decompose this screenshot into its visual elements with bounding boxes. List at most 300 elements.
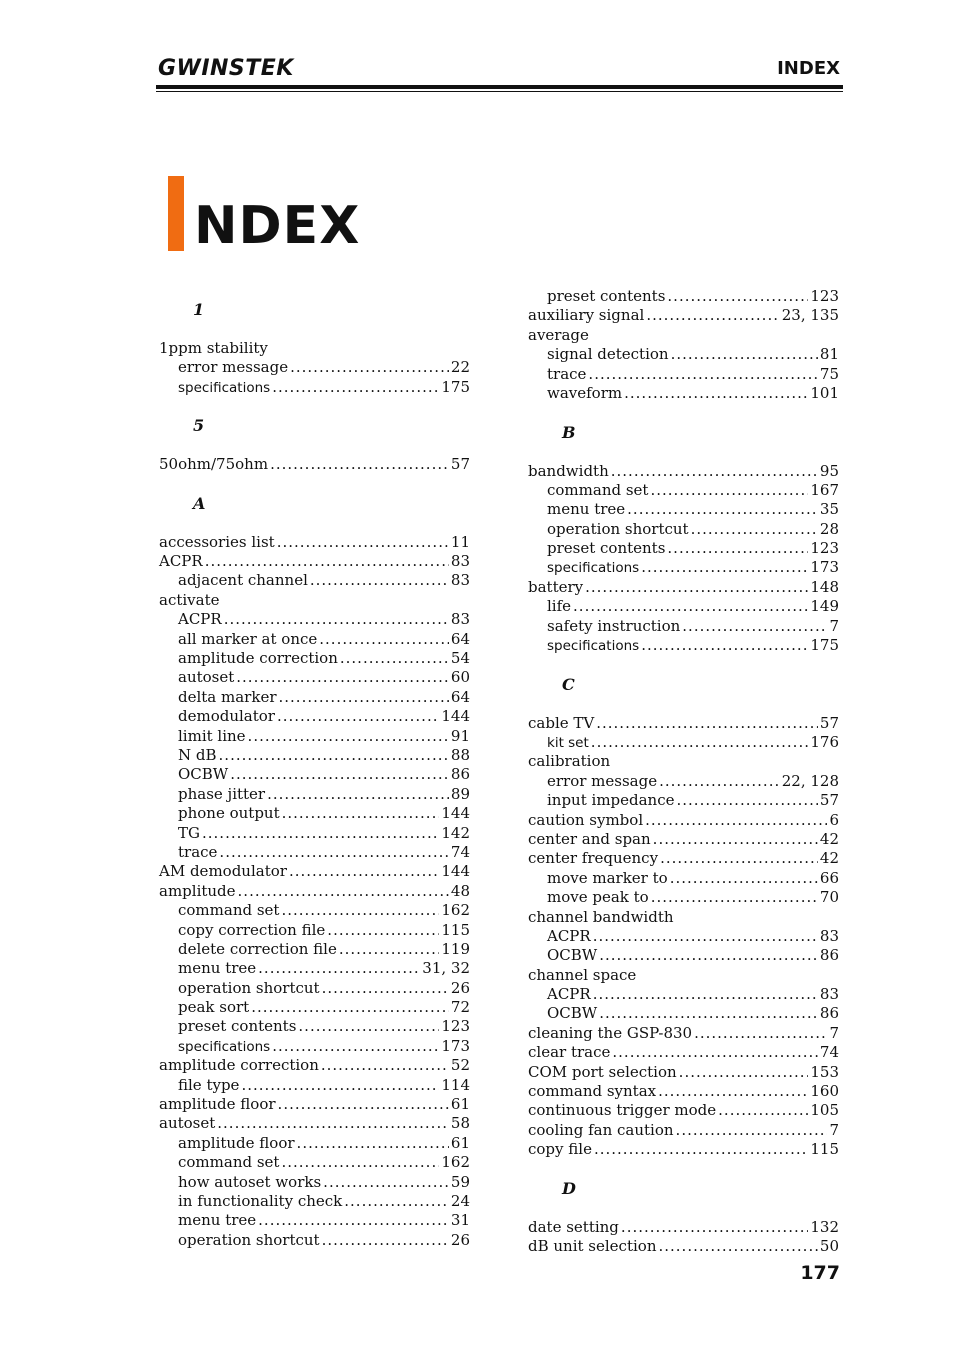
entry-label: how autoset works (178, 1172, 322, 1191)
entry-label: preset contents (547, 539, 666, 558)
leader-dots (667, 539, 808, 558)
entry-label: 1ppm stability (159, 338, 268, 357)
index-entry (528, 462, 839, 481)
index-subentry (528, 481, 839, 500)
entry-page-ref: 31, 32 (422, 959, 470, 978)
index-entry (528, 966, 839, 985)
index-subentry (159, 1153, 470, 1172)
entry-label: life (547, 597, 572, 616)
entry-label: OCBW (178, 765, 229, 784)
entry-page-ref: 7 (829, 1023, 839, 1042)
leader-dots (298, 1017, 439, 1036)
leader-dots (322, 1231, 449, 1250)
entry-label: in functionality check (178, 1191, 343, 1210)
entry-page-ref: 81 (819, 345, 839, 364)
entry-label: error message (178, 358, 289, 377)
leader-dots (310, 571, 449, 590)
header-rule (156, 85, 843, 89)
index-entry (528, 1082, 839, 1101)
entry-page-ref: 28 (819, 519, 839, 538)
entry-label: safety instruction (547, 616, 681, 635)
entry-page-ref: 52 (450, 1056, 470, 1075)
entry-page-ref: 149 (810, 597, 839, 616)
leader-dots (653, 830, 818, 849)
entry-page-ref: 89 (450, 784, 470, 803)
spacer (528, 1160, 839, 1179)
entry-page-ref: 64 (450, 687, 470, 706)
leader-dots (599, 946, 818, 965)
entry-label: continuous trigger mode (528, 1101, 717, 1120)
entry-page-ref: 61 (450, 1095, 470, 1114)
index-entry (528, 1043, 839, 1062)
entry-label: menu tree (178, 959, 257, 978)
entry-label: channel bandwidth (528, 907, 674, 926)
page-title: NDEX (194, 196, 361, 256)
entry-page-ref: 144 (441, 804, 470, 823)
entry-page-ref: 144 (441, 707, 470, 726)
leader-dots (677, 791, 818, 810)
leader-dots (344, 1192, 449, 1211)
leader-dots (645, 811, 827, 830)
entry-label: phase jitter (178, 784, 266, 803)
entry-label: command syntax (528, 1082, 657, 1101)
entry-page-ref: 23, 135 (781, 306, 839, 325)
index-subentry (159, 1076, 470, 1095)
entry-label: OCBW (547, 946, 598, 965)
index-subentry (528, 927, 839, 946)
entry-label: peak sort (178, 998, 250, 1017)
index-subentry (159, 959, 470, 978)
leader-dots (251, 998, 449, 1017)
index-entry (528, 908, 839, 927)
index-subentry (528, 539, 839, 558)
entry-label: command set (178, 901, 280, 920)
leader-dots (281, 1153, 439, 1172)
leader-dots (281, 901, 439, 920)
index-subentry (159, 610, 470, 629)
entry-page-ref: 6 (829, 810, 839, 829)
leader-dots (593, 985, 818, 1004)
index-subentry (528, 558, 839, 577)
header-rule-thin (156, 91, 843, 92)
leader-dots (236, 668, 449, 687)
index-entry (528, 1121, 839, 1140)
leader-dots (679, 1063, 809, 1082)
leader-dots (277, 533, 449, 552)
entry-page-ref: 123 (441, 1017, 470, 1036)
entry-label: file type (178, 1075, 240, 1094)
index-subentry (528, 772, 839, 791)
entry-page-ref: 86 (450, 765, 470, 784)
spacer (528, 403, 839, 422)
leader-dots (319, 630, 449, 649)
entry-page-ref: 7 (829, 616, 839, 635)
index-subentry (159, 688, 470, 707)
entry-label: command set (547, 480, 649, 499)
leader-dots (219, 843, 448, 862)
index-letter-heading: C (562, 674, 575, 694)
leader-dots (682, 617, 827, 636)
index-subentry (528, 365, 839, 384)
leader-dots (660, 849, 818, 868)
leader-dots (624, 384, 808, 403)
entry-label: amplitude correction (178, 649, 338, 668)
entry-label: autoset (159, 1114, 216, 1133)
entry-page-ref: 101 (810, 383, 839, 402)
leader-dots (290, 358, 449, 377)
entry-label: TG (178, 823, 200, 842)
index-subentry (159, 1211, 470, 1230)
page-number: 177 (800, 1262, 840, 1284)
spacer (528, 694, 839, 713)
leader-dots (278, 1095, 449, 1114)
leader-dots (217, 1114, 449, 1133)
entry-label: specifications (178, 1038, 271, 1055)
index-subentry (528, 869, 839, 888)
index-subentry (528, 733, 839, 752)
index-entry (528, 830, 839, 849)
entry-label: cleaning the GSP-830 (528, 1023, 693, 1042)
entry-label: preset contents (178, 1017, 297, 1036)
entry-page-ref: 61 (450, 1133, 470, 1152)
entry-label: cable TV (528, 713, 595, 732)
entry-label: ACPR (547, 985, 591, 1004)
index-entry (528, 1024, 839, 1043)
entry-page-ref: 83 (819, 926, 839, 945)
entry-page-ref: 115 (810, 1140, 839, 1159)
entry-page-ref: 74 (450, 842, 470, 861)
leader-dots (258, 959, 420, 978)
entry-label: OCBW (547, 1004, 598, 1023)
index-letter-heading: A (193, 493, 206, 513)
index-entry (159, 882, 470, 901)
index-subentry (528, 597, 839, 616)
index-subentry (528, 617, 839, 636)
entry-page-ref: 162 (441, 1153, 470, 1172)
leader-dots (599, 1004, 818, 1023)
entry-page-ref: 119 (441, 939, 470, 958)
entry-label: ACPR (178, 610, 222, 629)
index-entry (528, 1101, 839, 1120)
entry-page-ref: 42 (819, 829, 839, 848)
index-entry (159, 455, 470, 474)
entry-label: cooling fan caution (528, 1120, 674, 1139)
leader-dots (591, 733, 809, 752)
entry-label: phone output (178, 804, 280, 823)
leader-dots (658, 1237, 817, 1256)
index-letter-heading: 5 (193, 416, 205, 436)
entry-label: bandwidth (528, 461, 609, 480)
leader-dots (585, 578, 808, 597)
leader-dots (594, 1140, 808, 1159)
leader-dots (641, 558, 808, 577)
entry-label: kit set (547, 734, 589, 751)
index-subentry (528, 946, 839, 965)
index-entry (159, 1095, 470, 1114)
entry-page-ref: 173 (441, 1036, 470, 1055)
index-entry (159, 533, 470, 552)
entry-label: demodulator (178, 707, 275, 726)
entry-label: operation shortcut (178, 1230, 320, 1249)
entry-page-ref: 57 (819, 713, 839, 732)
leader-dots (270, 455, 449, 474)
index-entry (528, 306, 839, 325)
index-subentry (528, 636, 839, 655)
brand-logo: GWINSTEK (158, 56, 294, 81)
entry-label: trace (547, 364, 587, 383)
leader-dots (588, 365, 817, 384)
entry-label: center frequency (528, 849, 659, 868)
entry-label: operation shortcut (547, 519, 689, 538)
entry-label: activate (159, 590, 220, 609)
entry-label: all marker at once (178, 629, 318, 648)
spacer (528, 655, 839, 674)
entry-label: trace (178, 842, 218, 861)
leader-dots (593, 927, 818, 946)
index-column-right (528, 287, 839, 1257)
entry-label: copy file (528, 1140, 592, 1159)
leader-dots (339, 940, 440, 959)
entry-page-ref: 91 (450, 726, 470, 745)
index-entry (159, 1114, 470, 1133)
entry-label: ACPR (159, 552, 203, 571)
entry-page-ref: 83 (450, 571, 470, 590)
index-subentry (159, 785, 470, 804)
entry-label: amplitude floor (178, 1133, 295, 1152)
leader-dots (248, 727, 449, 746)
entry-label: amplitude correction (159, 1056, 319, 1075)
entry-page-ref: 26 (450, 1230, 470, 1249)
entry-page-ref: 123 (810, 287, 839, 305)
entry-page-ref: 142 (441, 823, 470, 842)
entry-label: N dB (178, 745, 217, 764)
leader-dots (327, 921, 439, 940)
entry-page-ref: 115 (441, 920, 470, 939)
entry-page-ref: 54 (450, 649, 470, 668)
entry-label: operation shortcut (178, 978, 320, 997)
index-subentry (159, 1017, 470, 1036)
entry-page-ref: 59 (450, 1172, 470, 1191)
leader-dots (241, 1076, 439, 1095)
entry-label: input impedance (547, 791, 675, 810)
entry-label: channel space (528, 965, 637, 984)
leader-dots (658, 1082, 808, 1101)
spacer (159, 436, 470, 455)
entry-label: preset contents (547, 287, 666, 305)
leader-dots (323, 1173, 449, 1192)
entry-page-ref: 57 (819, 791, 839, 810)
index-entry (528, 1218, 839, 1237)
entry-page-ref: 86 (819, 946, 839, 965)
index-entry (528, 578, 839, 597)
entry-label: auxiliary signal (528, 306, 645, 325)
leader-dots (279, 688, 449, 707)
entry-label: specifications (547, 638, 640, 655)
entry-label: command set (178, 1153, 280, 1172)
section-title: INDEX (777, 58, 840, 79)
entry-page-ref: 74 (819, 1043, 839, 1062)
index-column-left (159, 300, 470, 1250)
index-subentry (159, 921, 470, 940)
leader-dots (694, 1024, 827, 1043)
spacer (528, 1198, 839, 1217)
index-subentry (528, 985, 839, 1004)
leader-dots (272, 1037, 439, 1056)
index-entry (528, 1237, 839, 1256)
entry-page-ref: 173 (810, 558, 839, 577)
leader-dots (340, 649, 449, 668)
leader-dots (659, 772, 780, 791)
index-subentry (528, 345, 839, 364)
entry-page-ref: 83 (450, 610, 470, 629)
leader-dots (258, 1211, 449, 1230)
index-subentry (159, 378, 470, 397)
spacer (159, 475, 470, 494)
entry-label: ACPR (547, 926, 591, 945)
index-letter-heading: B (562, 422, 576, 442)
entry-page-ref: 175 (810, 636, 839, 655)
leader-dots (289, 862, 439, 881)
entry-page-ref: 72 (450, 998, 470, 1017)
spacer (528, 442, 839, 461)
leader-dots (202, 824, 439, 843)
entry-label: move peak to (547, 888, 649, 907)
leader-dots (219, 746, 449, 765)
leader-dots (611, 462, 818, 481)
index-subentry (528, 520, 839, 539)
leader-dots (322, 979, 449, 998)
index-entry (159, 862, 470, 881)
entry-page-ref: 88 (450, 745, 470, 764)
leader-dots (230, 765, 449, 784)
leader-dots (650, 481, 808, 500)
entry-page-ref: 64 (450, 629, 470, 648)
index-entry (159, 552, 470, 571)
index-entry (528, 849, 839, 868)
index-subentry (159, 1192, 470, 1211)
index-subentry (528, 500, 839, 519)
leader-dots (671, 345, 818, 364)
entry-page-ref: 144 (441, 862, 470, 881)
leader-dots (321, 1056, 449, 1075)
entry-label: amplitude floor (159, 1095, 276, 1114)
entry-label: move marker to (547, 868, 668, 887)
entry-label: signal detection (547, 345, 669, 364)
entry-label: specifications (547, 560, 640, 577)
entry-page-ref: 22, 128 (781, 771, 839, 790)
entry-page-ref: 22 (450, 358, 470, 377)
index-entry (159, 591, 470, 610)
index-subentry (159, 649, 470, 668)
index-subentry (159, 358, 470, 377)
entry-label: clear trace (528, 1043, 611, 1062)
entry-page-ref: 132 (810, 1217, 839, 1236)
entry-page-ref: 35 (819, 500, 839, 519)
entry-page-ref: 153 (810, 1062, 839, 1081)
index-entry (528, 714, 839, 733)
leader-dots (267, 785, 449, 804)
leader-dots (297, 1134, 449, 1153)
index-letter-heading: D (562, 1178, 576, 1198)
index-subentry (528, 384, 839, 403)
index-subentry (159, 901, 470, 920)
index-subentry (159, 998, 470, 1017)
index-subentry (159, 804, 470, 823)
entry-label: average (528, 325, 589, 344)
entry-page-ref: 83 (819, 985, 839, 1004)
entry-label: 50ohm/75ohm (159, 455, 269, 474)
spacer (159, 397, 470, 416)
spacer (159, 319, 470, 338)
entry-page-ref: 160 (810, 1082, 839, 1101)
entry-page-ref: 70 (819, 888, 839, 907)
index-subentry (159, 824, 470, 843)
entry-page-ref: 95 (819, 461, 839, 480)
index-subentry (159, 765, 470, 784)
entry-label: caution symbol (528, 810, 644, 829)
entry-label: accessories list (159, 532, 275, 551)
leader-dots (627, 500, 818, 519)
index-entry (528, 1063, 839, 1082)
leader-dots (621, 1218, 808, 1237)
entry-page-ref: 31 (450, 1211, 470, 1230)
index-subentry (528, 1004, 839, 1023)
entry-page-ref: 57 (450, 455, 470, 474)
leader-dots (646, 306, 779, 325)
index-subentry (159, 940, 470, 959)
leader-dots (224, 610, 449, 629)
index-subentry (159, 979, 470, 998)
leader-dots (651, 888, 818, 907)
entry-page-ref: 83 (450, 552, 470, 571)
leader-dots (718, 1101, 808, 1120)
entry-page-ref: 11 (450, 532, 470, 551)
leader-dots (238, 882, 449, 901)
leader-dots (612, 1043, 818, 1062)
leader-dots (282, 804, 440, 823)
entry-label: menu tree (547, 500, 626, 519)
entry-label: autoset (178, 668, 235, 687)
leader-dots (667, 287, 808, 306)
leader-dots (691, 520, 818, 539)
index-letter-heading: 1 (193, 300, 205, 319)
entry-page-ref: 60 (450, 668, 470, 687)
entry-page-ref: 162 (441, 901, 470, 920)
entry-page-ref: 175 (441, 377, 470, 396)
entry-label: COM port selection (528, 1062, 677, 1081)
entry-page-ref: 105 (810, 1101, 839, 1120)
index-subentry (159, 630, 470, 649)
entry-label: amplitude (159, 881, 236, 900)
entry-page-ref: 123 (810, 539, 839, 558)
spacer (159, 513, 470, 532)
entry-label: adjacent channel (178, 571, 308, 590)
leader-dots (670, 869, 818, 888)
entry-page-ref: 26 (450, 978, 470, 997)
entry-label: AM demodulator (159, 862, 287, 881)
leader-dots (277, 707, 439, 726)
entry-page-ref: 58 (450, 1114, 470, 1133)
index-subentry (159, 707, 470, 726)
index-entry (528, 326, 839, 345)
index-subentry (528, 888, 839, 907)
entry-page-ref: 75 (819, 364, 839, 383)
entry-label: limit line (178, 726, 246, 745)
index-entry (159, 339, 470, 358)
entry-page-ref: 86 (819, 1004, 839, 1023)
entry-page-ref: 148 (810, 577, 839, 596)
entry-page-ref: 42 (819, 849, 839, 868)
